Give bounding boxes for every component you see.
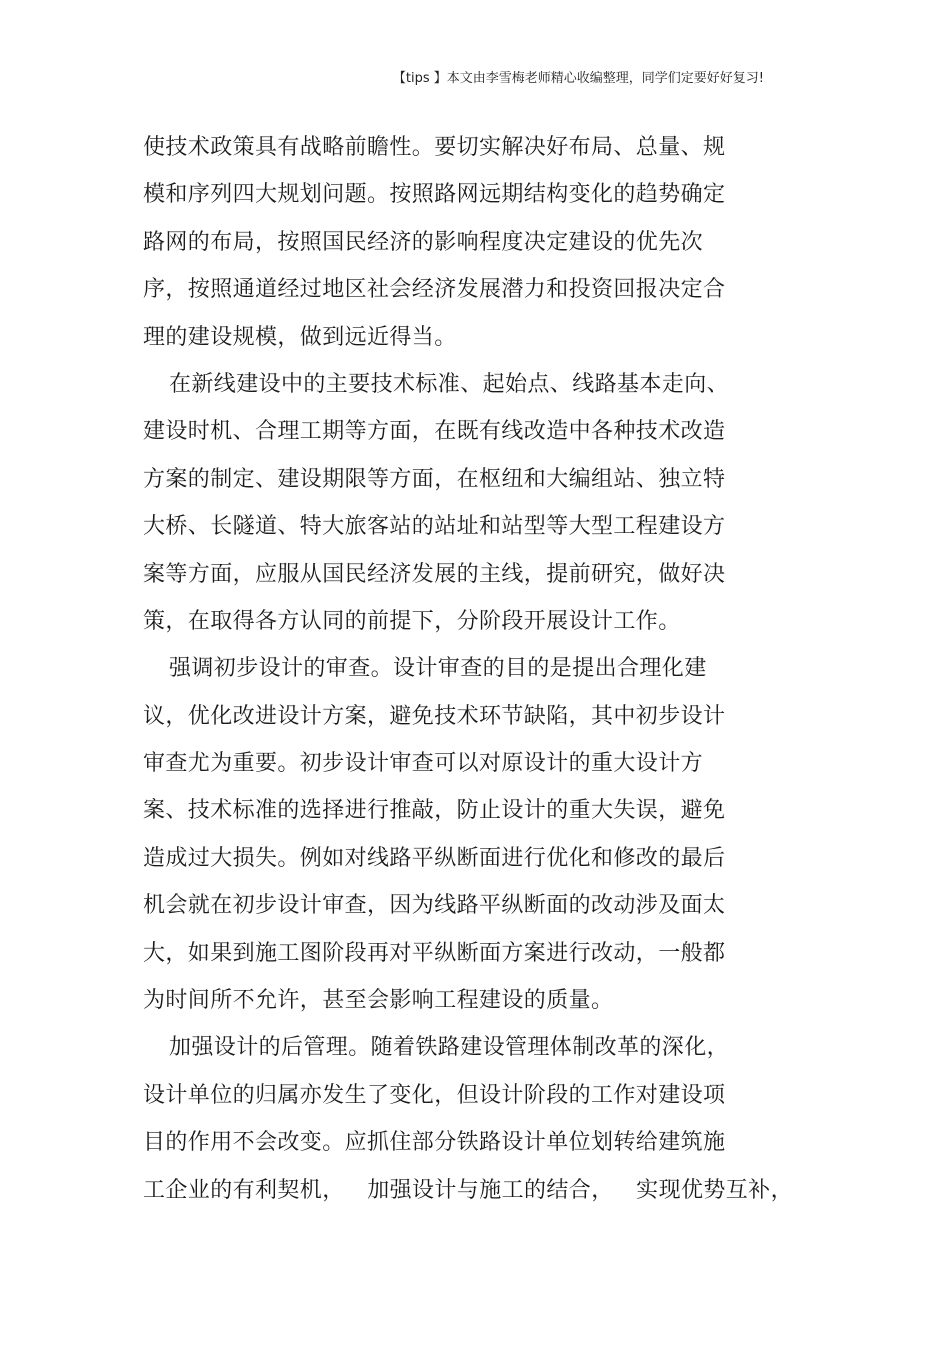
- text-line: 设计单位的归属亦发生了变化，但设计阶段的工作对建设项: [143, 1082, 726, 1108]
- text-line: 使技术政策具有战略前瞻性。要切实解决好布局、总量、规: [143, 135, 726, 160]
- text-segment: 工企业的有利契机，: [143, 1177, 345, 1203]
- text-segment: 实现优势互补，: [636, 1177, 793, 1203]
- text-line: 路网的布局，按照国民经济的影响程度决定建设的优先次: [143, 229, 704, 255]
- text-line: 方案的制定、建设期限等方面，在枢纽和大编组站、独立特: [143, 466, 726, 492]
- segment-gap: [614, 1167, 637, 1214]
- text-line: 案、技术标准的选择进行推敲，防止设计的重大失误，避免: [143, 798, 726, 824]
- header-note: 【tips 】本文由李雪梅老师精心收编整理，同学们定要好好复习!: [392, 71, 764, 86]
- text-line: 建设时机、合理工期等方面，在既有线改造中各种技术改造: [143, 419, 726, 445]
- segment-gap: [345, 1167, 368, 1214]
- text-line: 大，如果到施工图阶段再对平纵断面方案进行改动，一般都: [143, 940, 726, 966]
- paragraph-start-line: 在新线建设中的主要技术标准、起始点、线路基本走向、: [169, 371, 730, 397]
- text-line: 序，按照通道经过地区社会经济发展潜力和投资回报决定合: [143, 277, 726, 303]
- text-line-last: [143, 1167, 793, 1214]
- text-line: 大桥、长隧道、特大旅客站的站址和站型等大型工程建设方: [143, 514, 726, 540]
- paragraph-start-line: 强调初步设计的审查。设计审查的目的是提出合理化建: [169, 656, 707, 682]
- text-line: 模和序列四大规划问题。按照路网远期结构变化的趋势确定: [143, 182, 726, 208]
- text-line: 审查尤为重要。初步设计审查可以对原设计的重大设计方: [143, 751, 704, 777]
- text-line: 案等方面，应服从国民经济发展的主线，提前研究，做好决: [143, 561, 726, 587]
- document-body: [143, 124, 793, 1214]
- text-line: 议，优化改进设计方案，避免技术环节缺陷，其中初步设计: [143, 703, 726, 729]
- text-line: 造成过大损失。例如对线路平纵断面进行优化和修改的最后: [143, 845, 726, 871]
- text-segment: 加强设计与施工的结合，: [367, 1177, 614, 1203]
- text-line: 策，在取得各方认同的前提下，分阶段开展设计工作。: [143, 608, 681, 634]
- text-line: 目的作用不会改变。应抓住部分铁路设计单位划转给建筑施: [143, 1130, 726, 1156]
- paragraph-start-line: 加强设计的后管理。随着铁路建设管理体制改革的深化，: [169, 1035, 730, 1061]
- text-line: 理的建设规模，做到远近得当。: [143, 324, 457, 350]
- text-line: 为时间所不允许，甚至会影响工程建设的质量。: [143, 988, 614, 1014]
- text-line: 机会就在初步设计审查，因为线路平纵断面的改动涉及面太: [143, 893, 726, 919]
